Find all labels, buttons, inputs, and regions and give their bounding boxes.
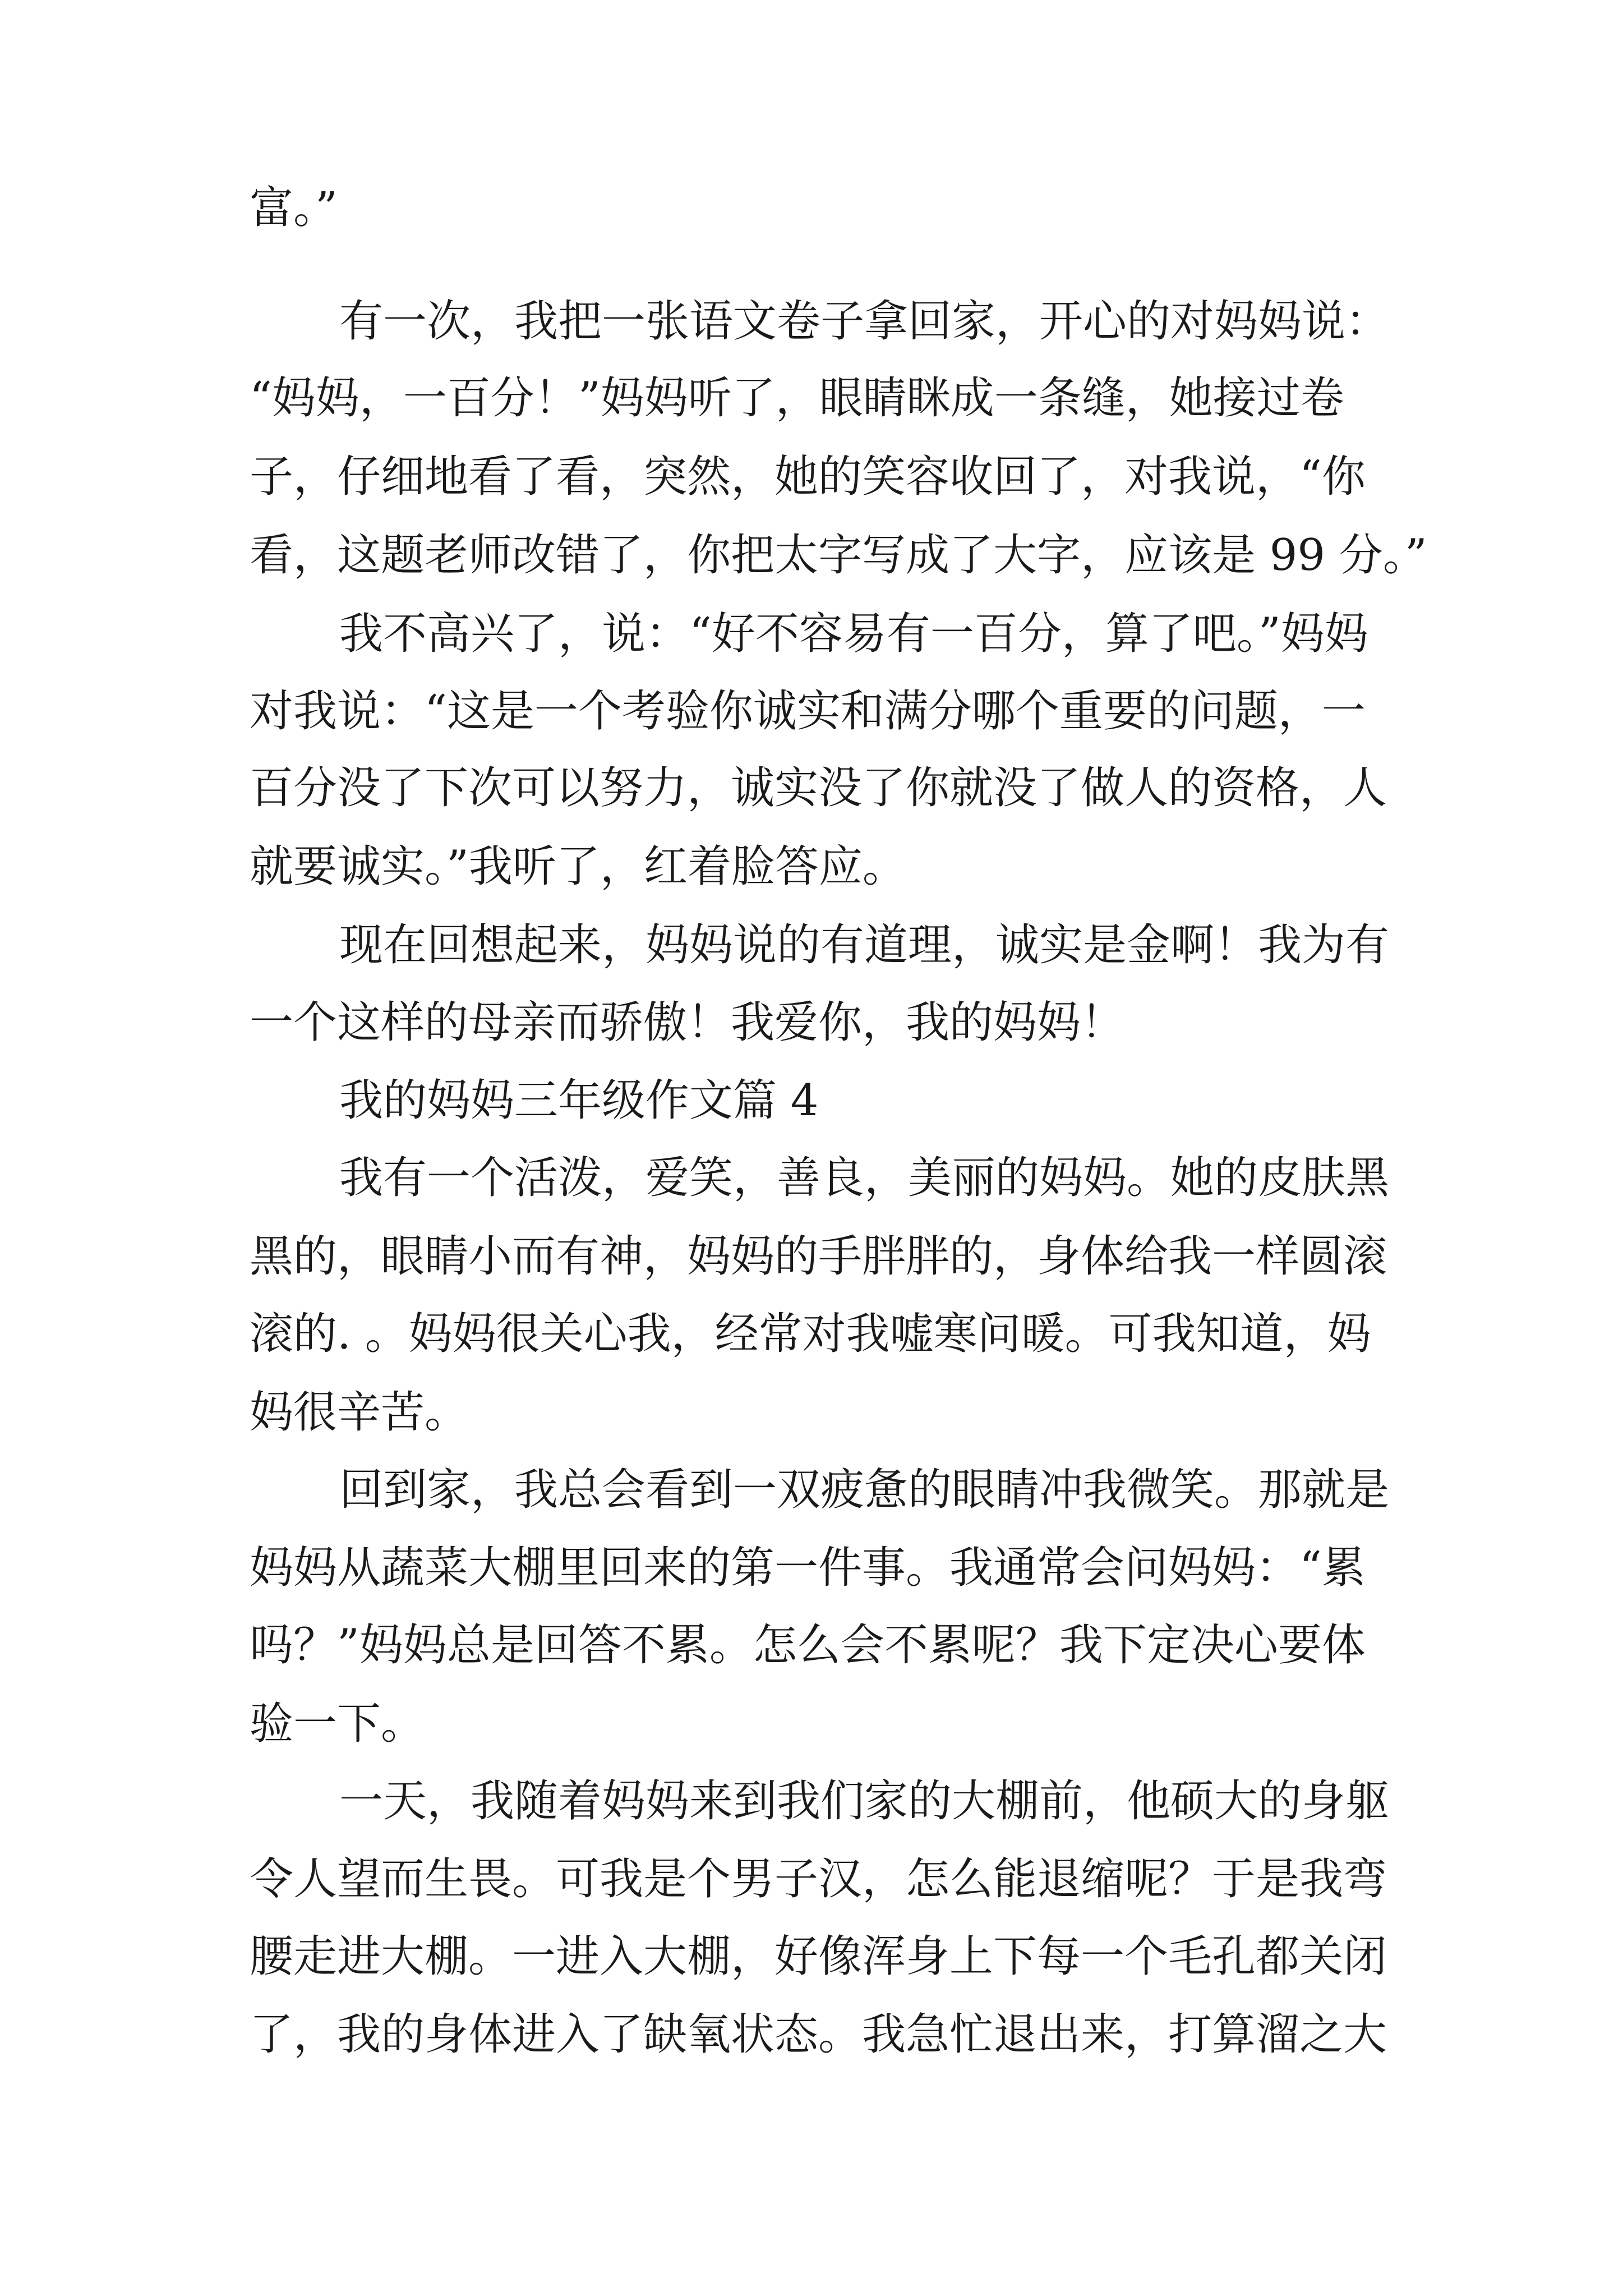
text-line: 百分没了下次可以努力，诚实没了你就没了做人的资格，人 [250, 763, 1387, 813]
text-line: 我不高兴了，说：“好不容易有一百分，算了吧。”妈妈 [339, 609, 1368, 659]
text-line: 妈很辛苦。 [250, 1387, 469, 1438]
text-line: 回到家，我总会看到一双疲惫的眼睛冲我微笑。那就是 [339, 1465, 1390, 1515]
text-line: 一个这样的母亲而骄傲！我爱你，我的妈妈！ [250, 997, 1125, 1048]
section-heading: 我的妈妈三年级作文篇 4 [339, 1075, 819, 1126]
text-line: 我有一个活泼，爱笑，善良，美丽的妈妈。她的皮肤黑 [339, 1153, 1390, 1203]
text-line: 黑的，眼睛小而有神，妈妈的手胖胖的，身体给我一样圆滚 [250, 1231, 1387, 1282]
text-line: 一天，我随着妈妈来到我们家的大棚前，他硕大的身躯 [339, 1776, 1390, 1826]
text-line: 现在回想起来，妈妈说的有道理，诚实是金啊！我为有 [339, 920, 1390, 970]
text-line: 就要诚实。”我听了，红着脸答应。 [250, 841, 906, 892]
text-line: 验一下。 [250, 1699, 425, 1749]
text-line: 妈妈从蔬菜大棚里回来的第一件事。我通常会问妈妈：“累 [250, 1543, 1366, 1593]
text-line: 令人望而生畏。可我是个男子汉，怎么能退缩呢？于是我弯 [250, 1854, 1387, 1904]
text-line: 有一次，我把一张语文卷子拿回家，开心的对妈妈说： [339, 296, 1390, 347]
text-line: “妈妈，一百分！”妈妈听了，眼睛眯成一条缝，她接过卷 [250, 373, 1344, 424]
text-line: 滚的. 。妈妈很关心我，经常对我嘘寒问暖。可我知道，妈 [250, 1309, 1371, 1359]
text-line: 吗？”妈妈总是回答不累。怎么会不累呢？我下定决心要体 [250, 1620, 1366, 1671]
text-line: 对我说：“这是一个考验你诚实和满分哪个重要的问题，一 [250, 686, 1366, 737]
text-line: 子，仔细地看了看，突然，她的笑容收回了，对我说，“你 [250, 452, 1366, 502]
text-line: 富。” [250, 183, 338, 233]
text-line: 了，我的身体进入了缺氧状态。我急忙退出来，打算溜之大 [250, 2009, 1387, 2060]
text-line: 看，这题老师改错了，你把太字写成了大字，应该是 99 分。” [250, 530, 1427, 581]
text-line: 腰走进大棚。一进入大棚，好像浑身上下每一个毛孔都关闭 [250, 1931, 1387, 1982]
